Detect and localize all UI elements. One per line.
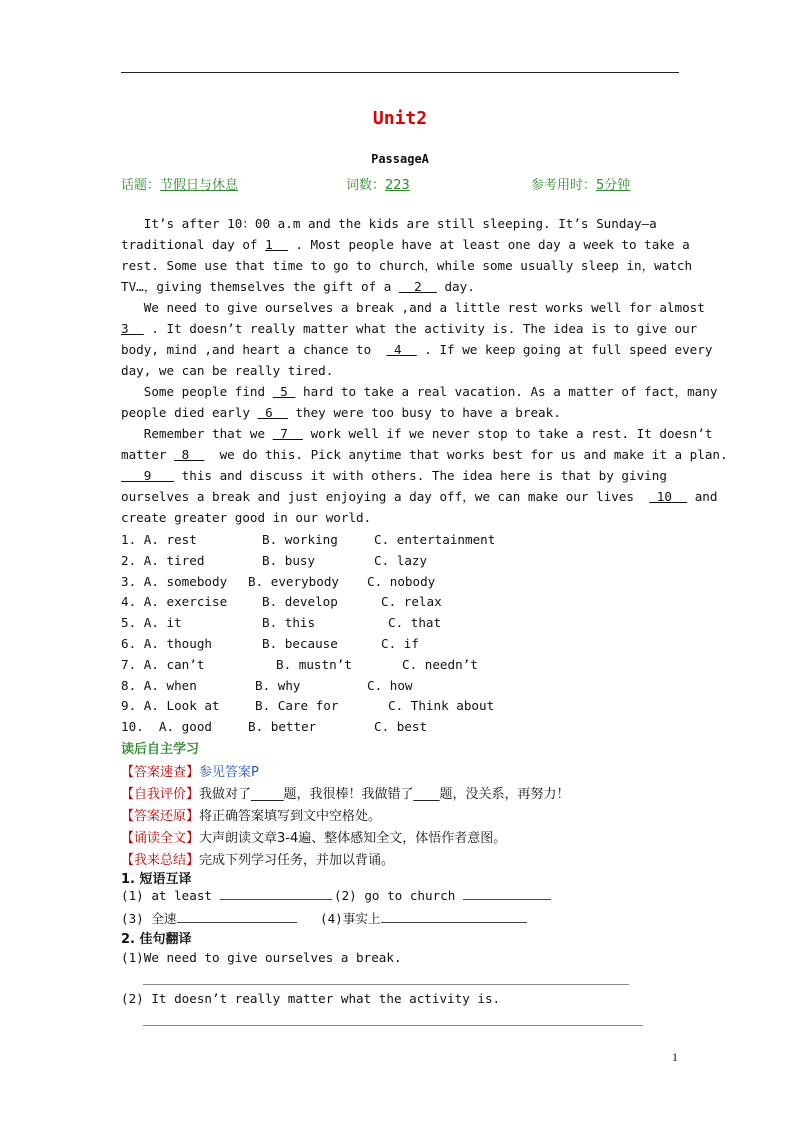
option-b: B. this [262,615,316,631]
passage-line [121,424,713,445]
text-run: day. [436,279,475,294]
option-b: B. develop [262,594,338,610]
sentence-item: (2) It doesn’t really matter what the activity is. [121,991,501,1006]
text-run: hard to take a real vacation. As a matter of fact，many [295,384,718,399]
option-c: C. Think about [388,698,495,714]
page-number: 1 [672,1050,678,1064]
option-c: C. that [388,615,442,631]
answer-blank[interactable] [220,887,332,900]
option-a: 8. A. when [121,677,197,693]
answer-reference: 参见答案P [199,765,259,780]
topic-meta [121,174,238,193]
text-run: and [687,489,718,504]
option-b: B. because [262,636,338,651]
option-b: B. working [262,532,338,547]
answer-line[interactable] [143,984,629,985]
phrase-text: (1) at least [121,888,212,903]
tag-text: 我做对了_____题，我很棒！我做错了____题，没关系，再努力！ [199,787,570,802]
option-a: 2. A. tired [121,552,205,568]
text-run: this and discuss it with others. The idea here is that by giving [174,468,667,483]
text-run: body, mind ,and heart a chance to [121,342,387,357]
answer-check-line [121,761,259,780]
option-b: B. mustn’t [276,656,352,672]
blank-3: 3 [121,321,144,336]
option-a: 7. A. can’t [121,656,205,672]
text-run: work well if we never stop to take a rest. It doesn’t [303,426,713,441]
phrase-text: (2) go to church [334,888,456,903]
passage-line [121,445,728,466]
text-run: Some people find [121,384,273,399]
blank-10: 10 [649,489,688,504]
passage-line: It’s after 10：00 a.m and the kids are still sleeping. It’s Sunday—a [121,216,657,231]
answer-restore-line [121,805,381,824]
option-c: C. entertainment [374,532,496,547]
option-c: C. nobody [367,573,436,589]
self-evaluation-line [121,783,570,802]
time-meta [531,174,630,193]
text-run: matter [121,447,175,462]
phrase-item [334,887,551,903]
phrase-item [320,908,527,927]
passage-line [121,382,718,403]
phrase-item [121,908,297,927]
tag-text: 将正确答案填写到文中空格处。 [199,809,382,824]
blank-6: 6 [257,405,288,420]
time-value: 5分钟 [596,178,631,193]
passage-line [121,340,713,361]
option-b: B. Care for [255,698,339,714]
option-a: 10. A. good [121,719,212,735]
tag-label: 【自我评价】 [121,787,200,802]
blank-2: 2 [398,279,437,294]
option-c: C. best [374,719,428,735]
option-c: C. relax [381,594,442,610]
option-a: 3. A. somebody [121,573,228,589]
passage-line: rest. Some use that time to go to church，while some usually sleep in，watch [121,258,693,273]
phrase-text: (3) 全速 [121,911,177,926]
tag-label: 【诵读全文】 [121,831,200,846]
time-label: 参考用时： [531,178,597,193]
text-run: . It doesn’t really matter what the activity is. The idea is to give our [143,321,698,336]
phrase-text: (4)事实上 [320,911,381,926]
blank-4: 4 [386,342,417,357]
option-a: 1. A. rest [121,532,197,547]
self-study-heading: 读后自主学习 [121,742,200,757]
passage-line [121,403,679,424]
read-aloud-line [121,827,506,846]
tag-label: 【我来总结】 [121,853,200,868]
passage-line: We need to give ourselves a break ,and a little rest works well for almost [121,300,705,315]
tag-text: 大声朗读文章3-4遍、整体感知全文，体悟作者意图。 [199,831,507,846]
option-b: B. everybody [248,573,339,589]
blank-7: 7 [272,426,303,441]
word-count-meta [346,174,410,193]
option-b: B. busy [262,552,316,568]
option-a: 4. A. exercise [121,594,228,610]
passage-title: PassageA [371,152,429,166]
answer-blank[interactable] [463,887,551,900]
option-a: 5. A. it [121,615,182,631]
passage-line [121,277,679,298]
tag-label: 【答案还原】 [121,809,200,824]
answer-line[interactable] [143,1025,643,1026]
word-count-label: 词数： [346,178,386,193]
passage-line [121,487,718,508]
unit-title: Unit2 [372,108,428,129]
option-a: 6. A. though [121,636,212,651]
text-run: . If we keep going at full speed every [416,342,713,357]
passage-line [121,466,679,487]
option-a: 9. A. Look at [121,698,220,714]
passage-line [121,319,698,340]
topic-value: 节假日与休息 [160,178,239,193]
topic-label: 话题： [121,178,161,193]
sentence-item: (1)We need to give ourselves a break. [121,950,402,965]
blank-5: 5 [272,384,296,399]
option-c: C. lazy [374,552,428,568]
text-run: Remember that we [121,426,273,441]
summary-line [121,849,394,868]
blank-9: 9 [121,468,175,483]
blank-1: 1 [265,237,288,252]
option-b: B. better [248,719,317,735]
passage-line: day, we can be really tired. [121,363,334,378]
option-c: C. needn’t [402,656,478,672]
tag-label: 【答案速查】 [121,765,200,780]
passage-line: create greater good in our world. [121,510,372,525]
tag-text: 完成下列学习任务，并加以背诵。 [199,853,395,868]
text-run: ourselves a break and just enjoying a day off，we can make our lives [121,489,650,504]
blank-8: 8 [174,447,205,462]
word-count-value: 223 [385,178,410,193]
text-run: people died early [121,405,258,420]
text-run: traditional day of [121,237,266,252]
phrase-translation-heading: 1. 短语互译 [121,872,192,887]
text-run: they were too busy to have a break. [287,405,561,420]
header-rule [121,72,679,73]
option-c: C. how [367,677,413,693]
option-b: B. why [255,677,301,693]
text-run: we do this. Pick anytime that works best for us and make it a plan. [204,447,728,462]
passage-line [121,235,690,256]
text-run: TV…，giving themselves the gift of a [121,279,399,294]
option-c: C. if [381,636,419,651]
answer-blank[interactable] [177,910,297,923]
text-run: . Most people have at least one day a week to take a [287,237,690,252]
answer-blank[interactable] [381,910,527,923]
sentence-translation-heading: 2. 佳句翻译 [121,932,192,947]
phrase-item [121,887,332,903]
